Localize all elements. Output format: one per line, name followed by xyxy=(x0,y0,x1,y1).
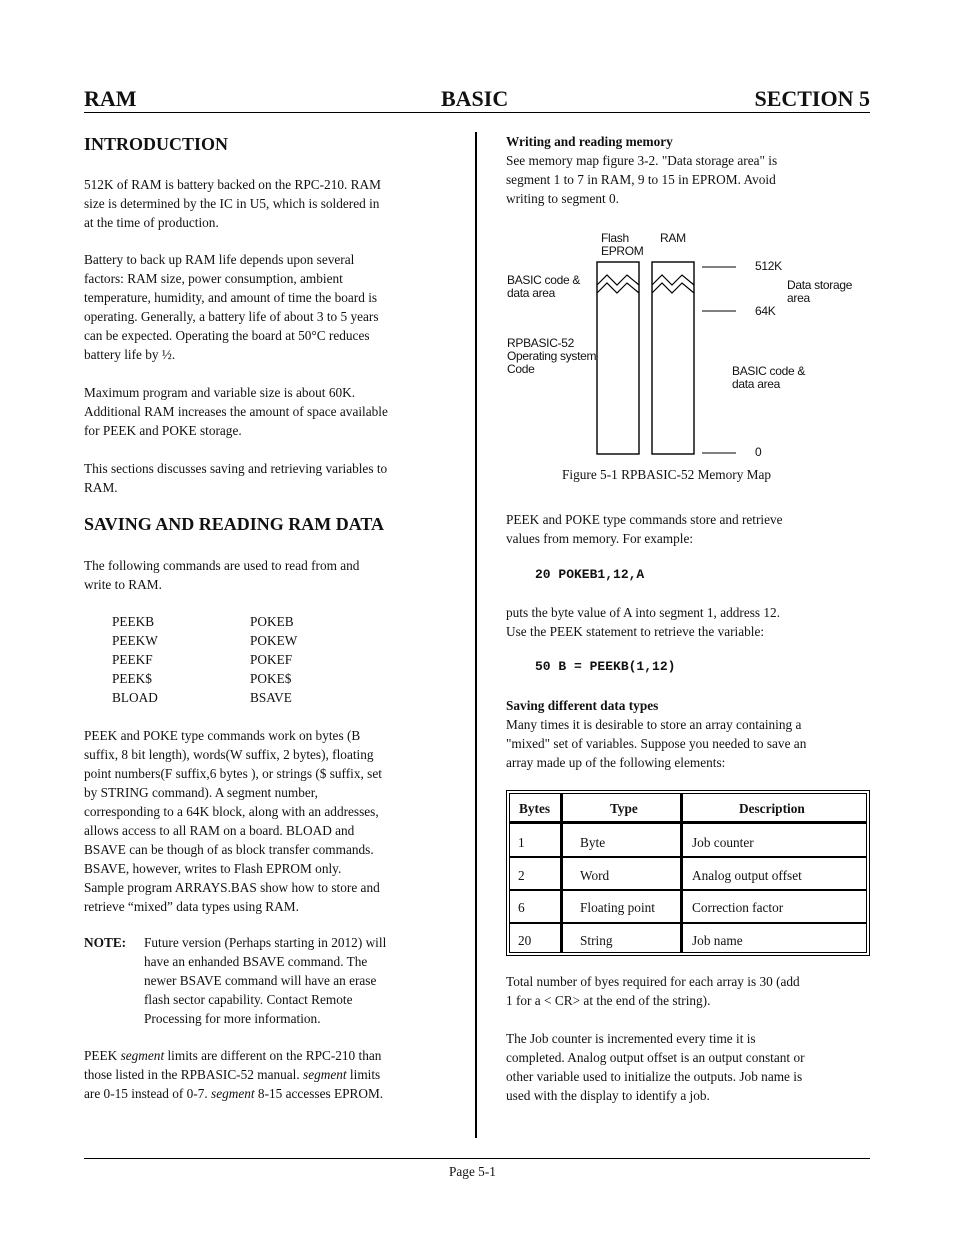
cmd-write-4: BSAVE xyxy=(250,690,292,705)
table-cell: 6 xyxy=(518,900,525,915)
cmd-read-4: BLOAD xyxy=(112,690,158,705)
header-center: BASIC xyxy=(441,86,509,111)
saving-p1: The following commands are used to read from and write to RAM. xyxy=(84,558,360,592)
table-cell: Job name xyxy=(692,933,743,948)
basic-code-right-label: BASIC code & data area xyxy=(732,364,806,391)
table-cell: String xyxy=(580,933,613,948)
table-vline-2 xyxy=(680,794,683,952)
intro-p3: Maximum program and variable size is about 60K. Additional RAM increases the amount of space available for PEEK and POKE storage. xyxy=(84,385,388,438)
table-hline-3 xyxy=(510,922,866,924)
table-cell: Job counter xyxy=(692,835,754,850)
peekpoke-p2: puts the byte value of A into segment 1, address 12. Use the PEEK statement to retrieve the variable: xyxy=(506,605,781,639)
code-example-1: 20 POKEB1,12,A xyxy=(535,567,645,582)
flash-label: Flash EPROM xyxy=(601,231,644,258)
label-64k: 64K xyxy=(755,304,776,318)
table-cell: Correction factor xyxy=(692,900,784,915)
cmd-read-1: PEEKW xyxy=(112,633,158,648)
table-header-type: Type xyxy=(610,801,638,816)
cmd-write-3: POKE$ xyxy=(250,671,292,686)
saving-heading: SAVING AND READING RAM DATA xyxy=(84,514,385,534)
table-cell: 2 xyxy=(518,868,525,883)
rpbasic-label: RPBASIC-52 Operating system Code xyxy=(507,336,597,376)
data-storage-label: Data storage area xyxy=(787,278,853,305)
label-512k: 512K xyxy=(755,259,782,273)
table-cell: 1 xyxy=(518,835,525,850)
table-hline-2 xyxy=(510,889,866,891)
cmd-write-2: POKEF xyxy=(250,652,293,667)
ram-column xyxy=(652,262,694,454)
code-example-2: 50 B = PEEKB(1,12) xyxy=(535,659,676,674)
table-cell: Floating point xyxy=(580,900,655,915)
header-rule xyxy=(84,112,870,113)
basic-code-top-label: BASIC code & data area xyxy=(507,273,581,300)
types-heading: Saving different data types xyxy=(506,698,659,713)
table-cell: Byte xyxy=(580,835,606,850)
figure-caption: Figure 5-1 RPBASIC-52 Memory Map xyxy=(562,467,772,482)
flash-column xyxy=(597,262,639,454)
table-header-bytes: Bytes xyxy=(519,801,551,816)
page-number: Page 5-1 xyxy=(449,1164,496,1179)
saving-p2: PEEK and POKE type commands work on bytes (B suffix, 8 bit length), words(W suffix, 2 bytes), floating point numbers(F suffix,6 bytes ), or strings ($ suffix, set by STRING command). A segment number, corresponding to a 64K block, along with an addresses, allows access to all RAM on a board. BLOAD and BSAVE can be though of as block transfer commands. BSAVE, however, writes to Flash EPROM only. Sample program ARRAYS.BAS show how to store and retrieve “mixed” data types using RAM. xyxy=(84,728,382,914)
header-left: RAM xyxy=(84,86,137,111)
table-cell: Word xyxy=(580,868,610,883)
column-divider xyxy=(475,132,477,1138)
writing-p1: See memory map figure 3-2. "Data storage area" is segment 1 to 7 in RAM, 9 to 15 in EPROM. Avoid writing to segment 0. xyxy=(506,153,778,206)
table-header-description: Description xyxy=(739,801,805,816)
data-types-table xyxy=(506,790,870,956)
table-cell: 20 xyxy=(518,933,532,948)
types-p3: The Job counter is incremented every time it is completed. Analog output offset is an output constant or other variable used to initialize the outputs. Job name is used with the display to identify a job. xyxy=(506,1031,805,1103)
intro-heading: INTRODUCTION xyxy=(84,134,229,154)
note-text: Future version (Perhaps starting in 2012) will have an enhanded BSAVE command. The newer BSAVE command will have an erase flash sector capability. Contact Remote Processing for more information. xyxy=(144,935,387,1026)
intro-p1: 512K of RAM is battery backed on the RPC-210. RAM size is determined by the IC in U5, which is soldered in at the time of production. xyxy=(84,177,381,230)
saving-p3: PEEK segment limits are different on the RPC-210 than those listed in the RPBASIC-52 manual. segment limits are 0-15 instead of 0-7. segment 8-15 accesses EPROM. xyxy=(84,1048,384,1101)
cmd-read-3: PEEK$ xyxy=(112,671,152,686)
cmd-write-1: POKEW xyxy=(250,633,298,648)
table-hline-1 xyxy=(510,856,866,858)
cmd-read-0: PEEKB xyxy=(112,614,155,629)
cmd-read-2: PEEKF xyxy=(112,652,153,667)
cmd-write-0: POKEB xyxy=(250,614,294,629)
types-p2: Total number of byes required for each array is 30 (add 1 for a < CR> at the end of the string). xyxy=(506,974,800,1008)
intro-p4: This sections discusses saving and retrieving variables to RAM. xyxy=(84,461,388,495)
label-zero: 0 xyxy=(755,445,762,459)
table-cell: Analog output offset xyxy=(692,868,802,883)
note-label: NOTE: xyxy=(84,935,127,950)
ram-label: RAM xyxy=(660,231,686,245)
writing-heading: Writing and reading memory xyxy=(506,134,673,149)
footer-rule xyxy=(84,1158,870,1159)
intro-p2: Battery to back up RAM life depends upon several factors: RAM size, power consumption, ambient temperature, humidity, and amount of time the board is operating. Generally, a battery life of about 3 to 5 years can be expected. Operating the board at 50°C reduces battery life by ½. xyxy=(84,252,379,362)
memory-map-figure xyxy=(500,225,880,465)
data-types-table-inner xyxy=(509,793,867,953)
table-vline-1 xyxy=(560,794,563,952)
peekpoke-p1: PEEK and POKE type commands store and retrieve values from memory. For example: xyxy=(506,512,783,546)
table-hline-header xyxy=(510,821,866,824)
header-right: SECTION 5 xyxy=(754,86,870,111)
types-p1: Many times it is desirable to store an array containing a "mixed" set of variables. Suppose you needed to save an array made up of the following elements: xyxy=(506,717,807,770)
